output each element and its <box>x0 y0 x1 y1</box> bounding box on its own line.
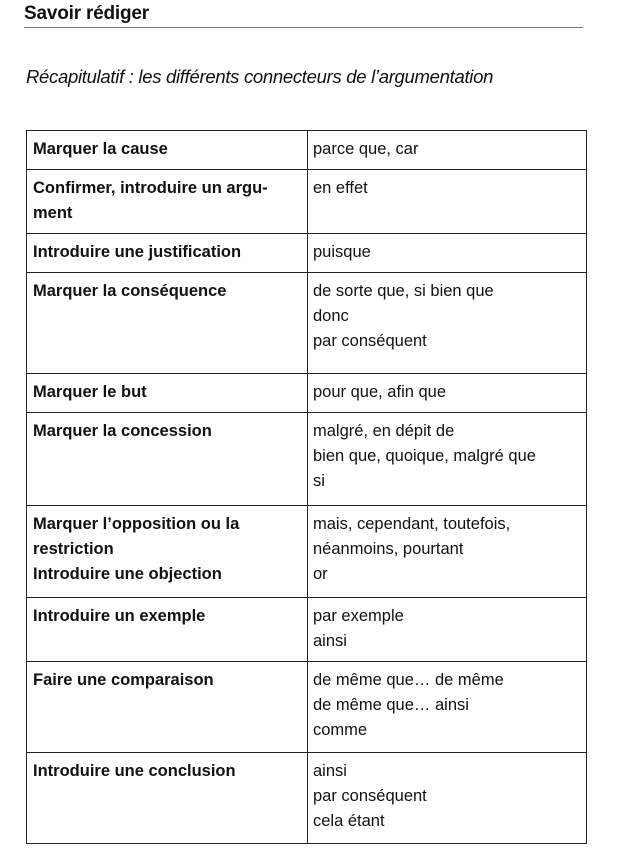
function-text: restriction <box>33 540 114 558</box>
function-text: Introduire un exemple <box>33 607 206 625</box>
table-row <box>27 413 587 506</box>
table-row <box>27 753 587 844</box>
function-cell <box>27 753 308 844</box>
function-text: Marquer le but <box>33 383 147 401</box>
connector-text: or <box>313 565 328 583</box>
function-text: Introduire une justification <box>33 243 242 261</box>
connector-text: comme <box>313 721 368 739</box>
function-cell <box>27 273 308 374</box>
connector-text: de sorte que, si bien que <box>313 282 494 300</box>
connector-text: parce que, car <box>313 140 419 158</box>
table-row <box>27 131 587 170</box>
function-cell <box>27 506 308 598</box>
connectors-cell <box>308 598 587 662</box>
connector-text: malgré, en dépit de <box>313 422 455 440</box>
connector-text: pour que, afin que <box>313 383 447 401</box>
function-cell <box>27 234 308 273</box>
function-text: Faire une comparaison <box>33 671 214 689</box>
connector-text: ainsi <box>313 632 347 650</box>
connector-text: puisque <box>313 243 371 261</box>
table-row <box>27 662 587 753</box>
table-row <box>27 506 587 598</box>
table-row <box>27 273 587 374</box>
connectors-table <box>26 130 587 844</box>
connector-text: par conséquent <box>313 332 427 350</box>
table-row <box>27 374 587 413</box>
connectors-cell <box>308 506 587 598</box>
connector-text: bien que, quoique, malgré que <box>313 447 536 465</box>
connector-text: par conséquent <box>313 787 427 805</box>
table-row <box>27 170 587 234</box>
connector-text: cela étant <box>313 812 385 830</box>
title-divider <box>24 27 583 28</box>
connectors-cell <box>308 273 587 374</box>
function-text: ment <box>33 204 73 222</box>
connectors-cell <box>308 374 587 413</box>
connectors-cell <box>308 170 587 234</box>
connectors-cell <box>308 234 587 273</box>
table-row <box>27 598 587 662</box>
function-cell <box>27 662 308 753</box>
connector-text: donc <box>313 307 349 325</box>
connectors-cell <box>308 753 587 844</box>
connector-text: de même que… ainsi <box>313 696 469 714</box>
connectors-cell <box>308 662 587 753</box>
section-title: Savoir rédiger <box>24 3 149 24</box>
connectors-cell <box>308 413 587 506</box>
connector-text: ainsi <box>313 762 347 780</box>
function-cell <box>27 413 308 506</box>
function-text: Marquer la concession <box>33 422 212 440</box>
page-subtitle: Récapitulatif : les différents connecteurs de l’argumentation <box>26 66 494 87</box>
connector-text: mais, cependant, toutefois, <box>313 515 511 533</box>
connectors-cell <box>308 131 587 170</box>
connector-text: par exemple <box>313 607 404 625</box>
connector-text: en effet <box>313 179 368 197</box>
function-cell <box>27 598 308 662</box>
function-text: Marquer la conséquence <box>33 282 227 300</box>
function-text: Marquer l’opposition ou la <box>33 515 240 533</box>
table-row <box>27 234 587 273</box>
function-cell <box>27 374 308 413</box>
function-text: Marquer la cause <box>33 140 168 158</box>
function-text: Confirmer, introduire un argu- <box>33 179 268 197</box>
connector-text: néanmoins, pourtant <box>313 540 464 558</box>
function-cell <box>27 131 308 170</box>
function-cell <box>27 170 308 234</box>
connector-text: de même que… de même <box>313 671 504 689</box>
connector-text: si <box>313 472 325 490</box>
function-text: Introduire une objection <box>33 565 222 583</box>
function-text: Introduire une conclusion <box>33 762 236 780</box>
